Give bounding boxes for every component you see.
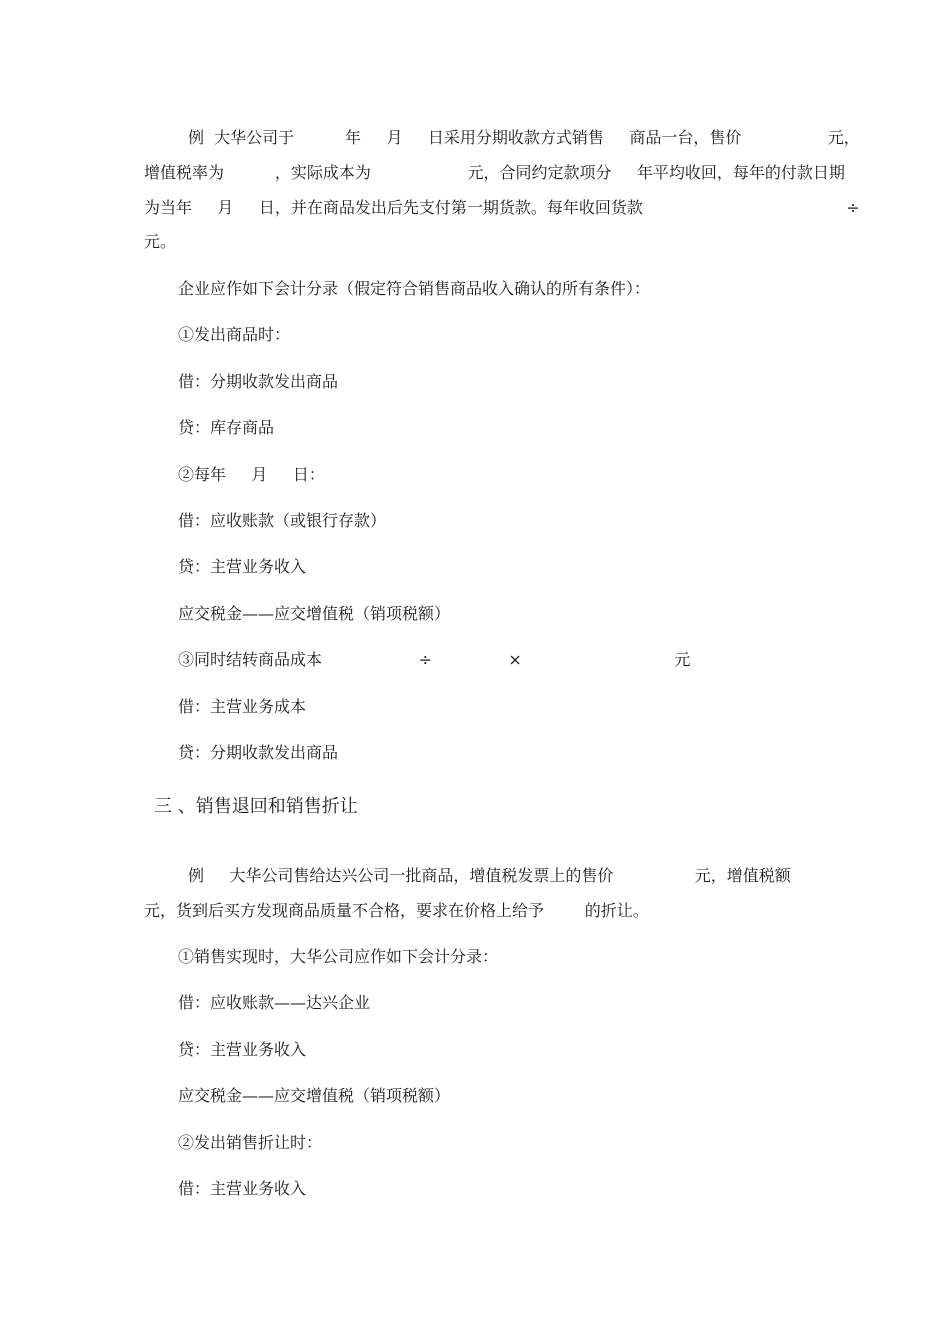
- example1-para-line3: 为当年 月 日，并在商品发出后先支付第一期货款。每年收回货款 ÷: [144, 198, 860, 217]
- example2-para-line1: 例 大华公司售给达兴公司一批商品，增值税发票上的售价 元，增值税额: [188, 866, 791, 885]
- example1-para-line1: 例 大华公司于 年 月 日采用分期收款方式销售 商品一台，售价 元，: [188, 128, 860, 147]
- example1-step1-credit: 贷：库存商品: [178, 418, 275, 437]
- example2-step2-label: ②发出销售折让时：: [178, 1133, 323, 1152]
- example1-intro: 企业应作如下会计分录（假定符合销售商品收入确认的所有条件）：: [178, 279, 651, 298]
- example1-step3-credit: 贷：分期收款发出商品: [178, 743, 339, 762]
- example1-para-line2: 增值税率为 ，实际成本为 元，合同约定款项分 年平均收回，每年的付款日期: [144, 163, 845, 182]
- example2-step1-label: ①销售实现时，大华公司应作如下会计分录：: [178, 947, 499, 966]
- example2-step1-credit: 贷：主营业务收入: [178, 1040, 307, 1059]
- example1-step1-label: ①发出商品时：: [178, 325, 291, 344]
- example2-step1-tax: 应交税金——应交增值税（销项税额）: [178, 1086, 451, 1105]
- example1-step1-debit: 借：分期收款发出商品: [178, 372, 339, 391]
- section-heading: 三 、销售退回和销售折让: [154, 796, 358, 817]
- example2-step1-debit: 借：应收账款——达兴企业: [178, 993, 371, 1012]
- example1-step2-credit: 贷：主营业务收入: [178, 557, 307, 576]
- example1-step2-label: ②每年 月 日：: [178, 465, 325, 484]
- example1-para-line4: 元。: [144, 232, 177, 251]
- example1-step2-debit: 借：应收账款（或银行存款）: [178, 511, 387, 530]
- example1-step3-label: ③同时结转商品成本 ÷ × 元: [178, 650, 691, 669]
- example2-para-line2: 元，货到后买方发现商品质量不合格，要求在价格上给予 的折让。: [144, 901, 649, 920]
- example1-step2-tax: 应交税金——应交增值税（销项税额）: [178, 604, 451, 623]
- example2-step2-debit: 借：主营业务收入: [178, 1179, 307, 1198]
- example1-step3-debit: 借：主营业务成本: [178, 697, 307, 716]
